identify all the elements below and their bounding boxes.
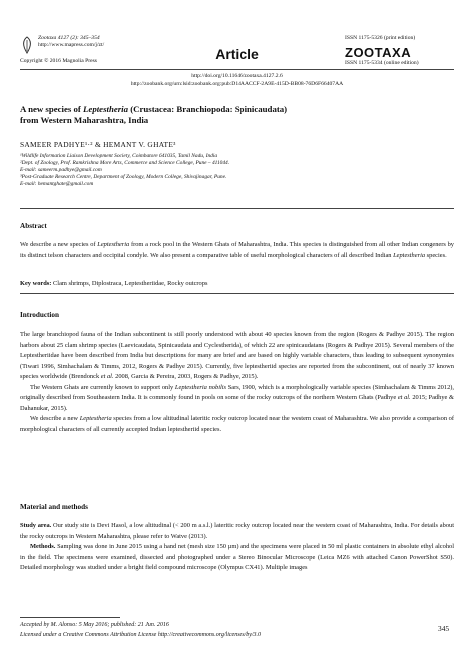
methods-text: Sampling was done in June 2015 using a hand net (mesh size 150 µm) and the specimens were placed in 50 ml plastic containers in absolute ethyl alcohol in the field. The specimens were examined, dissected and photographed under a Stereo Binocular Microscope (Leica MZ6 with attached Canon PowerShot S50). Detailed morphology was studied under a bright field compound microscope (Olympus CX41). Multiple images (20, 543, 454, 571)
journal-name: ZOOTAXA (345, 45, 412, 60)
footer (20, 621, 261, 640)
affiliation-3: ³Post-Graduate Research Centre, Department of Zoology, Modern College, Shivajinagar, Pune. (20, 173, 227, 180)
study-area-label: Study area. (20, 522, 52, 529)
journal-line: Zootaxa 4127 (2): 345–354 (38, 35, 100, 41)
affiliation-1: ¹Wildlife Information Liaison Development Society, Coimbatore 641035, Tamil Nadu, India (20, 153, 218, 159)
copyright: Copyright © 2016 Magnolia Press (20, 58, 97, 64)
accepted-line: Accepted by M. Alonso: 5 May 2016; published: 21 Jun. 2016 (20, 622, 169, 628)
issn-online: ISSN 1175-5334 (online edition) (345, 60, 419, 66)
intro-paragraph-3: We describe a new Leptestheria species from a low altitudinal lateritic rocky outcrop located near the western coast of Maharashtra. We also provide a comparison of morphological characters of all currently accepted Indian leptestheriid species. (20, 415, 454, 433)
methods-paragraph (20, 542, 454, 574)
study-area-paragraph (20, 521, 454, 542)
journal-url[interactable]: http://www.mapress.com/j/zt/ (38, 42, 105, 48)
title-line-1: A new species of Leptestheria (Crustacea: Branchiopoda: Spinicaudata) (20, 104, 288, 114)
zoobank-lsid[interactable]: http://zoobank.org/urn:lsid:zoobank.org:pub:D14AACCF-2A9E-415D-BB08-76D6F66407AA (130, 81, 344, 87)
abstract-top-rule (20, 208, 454, 209)
introduction-heading: Introduction (20, 311, 60, 319)
affiliation-2: ²Dept. of Zoology, Prof. Ramkrishna More Arts, Commerce and Science College, Pune – 411044. (20, 159, 230, 166)
keywords (20, 280, 207, 287)
paper-title (20, 104, 440, 126)
abstract-bottom-rule (20, 293, 454, 294)
keywords-label: Key words: (20, 280, 52, 287)
page-number: 345 (438, 624, 450, 633)
study-area-text: Our study site is Devi Hasol, a low altitudinal (< 200 m a.s.l.) lateritic rocky outcrop located near the western coast of Maharashtra, India. For details about the rocky outcrops in Western Maharashtra, please refer to Watve (2013). (20, 522, 454, 540)
authors: SAMEER PADHYE¹·² & HEMANT V. GHATE³ (20, 140, 176, 149)
affiliations (20, 153, 440, 188)
keywords-text: Clam shrimps, Diplostraca, Leptestheriidae, Rocky outcrops (53, 280, 208, 287)
footer-rule (20, 617, 120, 618)
issn-print: ISSN 1175-5326 (print edition) (345, 35, 416, 41)
methods-body (20, 521, 454, 574)
email-2[interactable]: E-mail: hemantghate@gmail.com (20, 180, 94, 187)
article-label: Article (215, 46, 259, 62)
license-line[interactable]: Licensed under a Creative Commons Attribution License http://creativecommons.org/licenses/by/3.0 (20, 631, 262, 638)
introduction-body (20, 330, 454, 435)
methods-label: Methods. (30, 543, 56, 550)
intro-paragraph-1: The large branchiopod fauna of the Indian subcontinent is still poorly understood with about 40 species known from the region (Rogers & Padhye 2015). The region harbors about 25 clam shrimp species (Laevicaudata, Spinicaudata and Cyclestherida), of which 22 are spinicaudatans (Rogers & Padhye 2015). Several members of the Leptestheriidae have been described from India but descriptions for many are brief and are based on highly variable characters, thus leading to subsequent synonymies (Tiwari 1996, Simhachalam & Timms, 2012, Rogers & Padhye 2015). Currently, five leptestheriid species are reported from the subcontinent, out of nearly 37 known species worldwide (Brendonck et al. 2008, Garcia & Pereira, 2003, Rogers & Padhye, 2015). (20, 331, 454, 380)
email-1[interactable]: E-mail: sameerm.padhye@gmail.com (20, 166, 102, 173)
methods-heading: Material and methods (20, 503, 88, 511)
abstract-text: We describe a new species of Leptestheria from a rock pool in the Western Ghats of Maharashtra, India. This species is distinguished from all other Indian congeners by its distinct telson characters and occipital condyle. We also present a comparative table of useful morphological characters of all described Indian Leptestheria species. (20, 241, 454, 259)
abstract-heading: Abstract (20, 222, 47, 230)
doi-link[interactable]: http://doi.org/10.11646/zootaxa.4127.2.6 (191, 73, 283, 79)
title-line-2: from Western Maharashtra, India (20, 115, 149, 125)
intro-paragraph-2: The Western Ghats are currently known to support only Leptestheria nobilis Sars, 1900, which is a morphologically variable species (Simhachalam & Timms 2012), originally described from Southeastern India. It is commonly found in pools on some of the rocky outcrops of the northern Western Ghats (Padhye et al. 2015; Padhye & Dahanukar, 2015). (20, 383, 454, 412)
header-rule (20, 69, 454, 70)
